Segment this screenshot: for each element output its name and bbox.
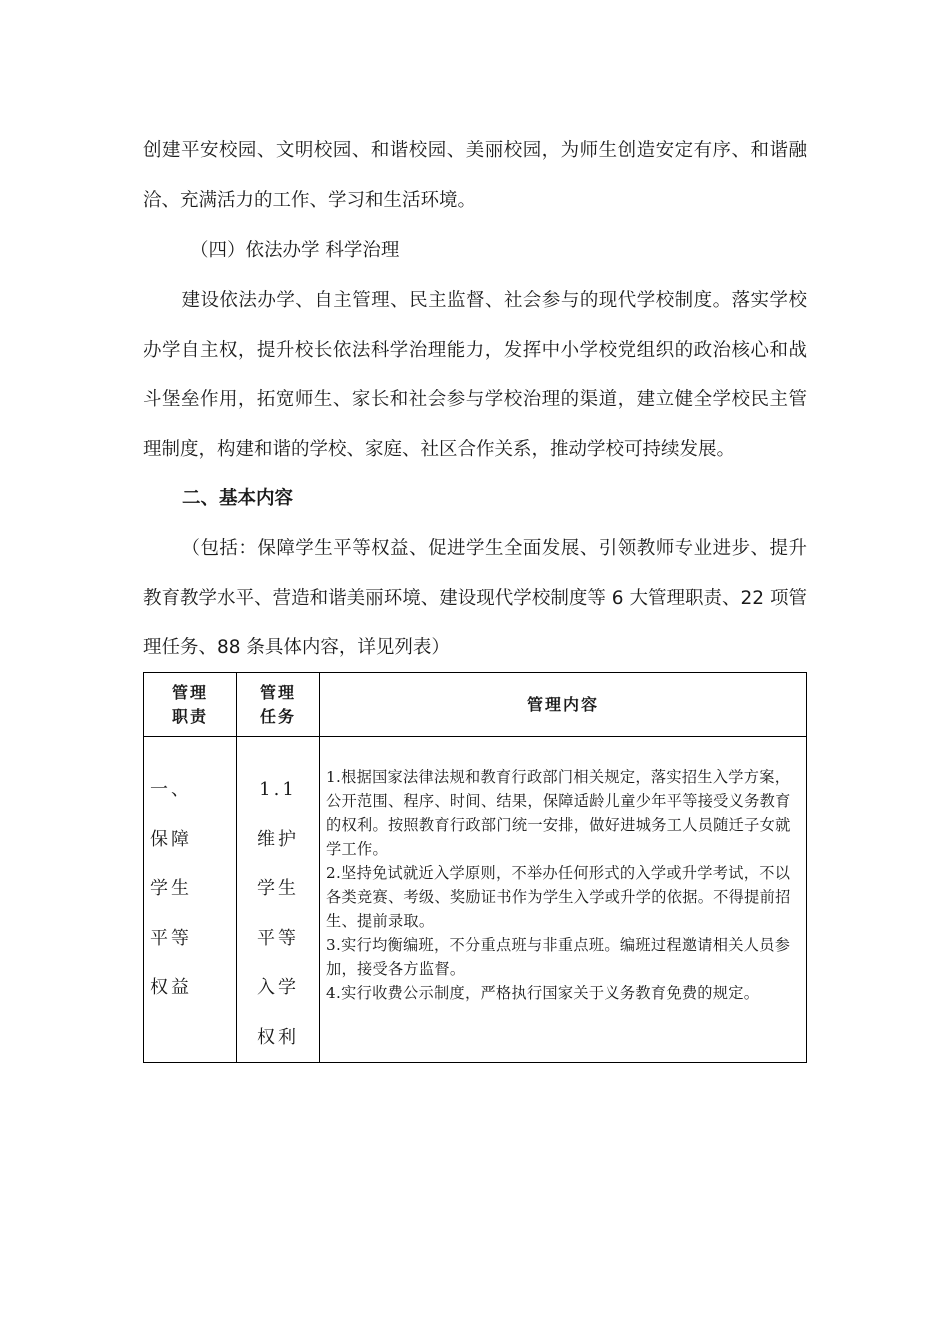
task-line: 1.1: [259, 779, 297, 800]
header-content: 管理内容: [320, 673, 807, 737]
header-task-line2: 任务: [259, 706, 296, 726]
header-duty: [144, 673, 237, 737]
paragraph-text: （包括：保障学生平等权益、促进学生全面发展、引领教师专业进步、提升教育教学水平、营造和谐美丽环境、建设现代学校制度等 6 大管理职责、22 项管理任务、88 条具体内容，详见列表）: [143, 538, 807, 658]
header-duty-line2: 职责: [171, 706, 208, 726]
duty-line: 平等: [150, 927, 192, 949]
task-line: 入学: [257, 977, 299, 998]
management-table: [143, 672, 807, 1063]
header-duty-line1: 管理: [171, 682, 208, 702]
duty-line: 保障: [150, 828, 192, 850]
header-task-line1: 管理: [259, 682, 296, 702]
content-list: [320, 737, 806, 1029]
task-line: 权利: [257, 1026, 299, 1048]
duty-line: 一、: [150, 779, 192, 800]
duty-line: 学生: [150, 878, 192, 899]
duty-line: 权益: [150, 977, 192, 998]
table-header-row: [144, 673, 807, 737]
table-row: [144, 737, 807, 1063]
duty-text: [144, 737, 236, 1013]
paragraph-content-summary: [143, 524, 807, 673]
paragraph-modern-school-system: [143, 276, 807, 474]
content-item: 3.实行均衡编班，不分重点班与非重点班。编班过程邀请相关人员参加，接受各方监督。: [326, 936, 791, 978]
task-line: 维护: [257, 828, 299, 850]
section-heading-basic-content: 二、基本内容: [182, 488, 294, 509]
task-text: [237, 737, 319, 1062]
content-item: 1.根据国家法律法规和教育行政部门相关规定，落实招生入学方案，公开范围、程序、时间、结果，保障适龄儿童少年平等接受义务教育的权利。按照教育行政部门统一安排，做好进城务工人员随迁子女就学工作。: [326, 768, 791, 858]
header-task: [237, 673, 320, 737]
task-cell: [237, 737, 320, 1063]
task-line: 学生: [257, 878, 299, 899]
section-heading-law-governance: （四）依法办学 科学治理: [190, 240, 400, 261]
paragraph-text: 建设依法办学、自主管理、民主监督、社会参与的现代学校制度。落实学校办学自主权，提升校长依法科学治理能力，发挥中小学校党组织的政治核心和战斗堡垒作用，拓宽师生、家长和社会参与学校治理的渠道，建立健全学校民主管理制度，构建和谐的学校、家庭、社区合作关系，推动学校可持续发展。: [143, 290, 807, 460]
content-item: 2.坚持免试就近入学原则，不举办任何形式的入学或升学考试，不以各类竞赛、考级、奖励证书作为学生入学或升学的依据。不得提前招生、提前录取。: [326, 864, 791, 930]
task-line: 平等: [257, 927, 299, 949]
content-cell: [320, 737, 807, 1063]
paragraph-campus-environment: 创建平安校园、文明校园、和谐校园、美丽校园，为师生创造安定有序、和谐融洽、充满活力的工作、学习和生活环境。: [143, 140, 807, 211]
duty-cell: [144, 737, 237, 1063]
content-item: 4.实行收费公示制度，严格执行国家关于义务教育免费的规定。: [326, 984, 760, 1002]
